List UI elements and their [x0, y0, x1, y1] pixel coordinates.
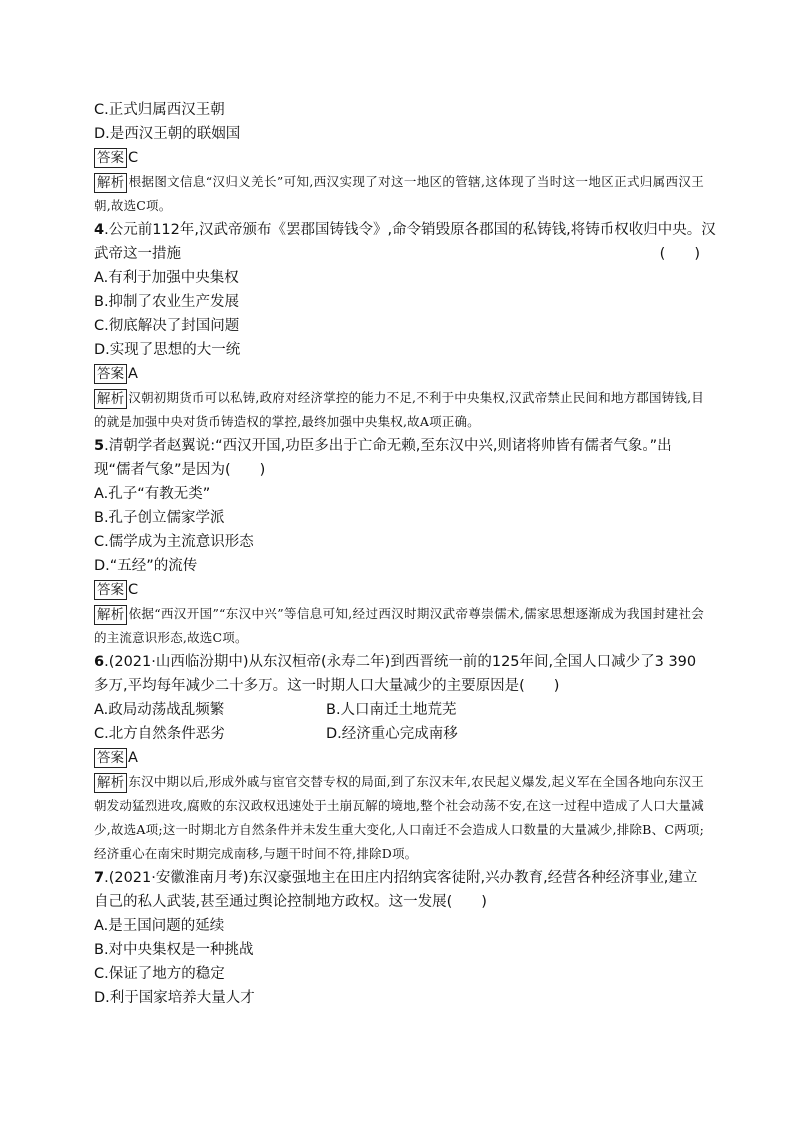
q6-options-row1 [94, 698, 704, 722]
q3-option-c: C.正式归属西汉王朝 [94, 102, 225, 118]
answer-tag: 答案 [94, 148, 127, 168]
q7-option-a: A.是王国问题的延续 [94, 918, 225, 934]
q7-number: 7 [94, 870, 105, 886]
q5-answer-value: C [128, 582, 139, 598]
q5-option-c: C.儒学成为主流意识形态 [94, 534, 254, 550]
q7-option-b: B.对中央集权是一种挑战 [94, 942, 254, 958]
answer-tag: 答案 [94, 364, 127, 384]
q6-answer [94, 746, 704, 770]
q7-stem [94, 866, 704, 914]
q3-explanation-block [94, 170, 704, 218]
q5-stem-text: .清朝学者赵翼说:“西汉开国,功臣多出于亡命无赖,至东汉中兴,则诸将帅皆有儒者气象。”出现“儒者气象”是因为( ) [94, 438, 672, 478]
q4-option-a: A.有利于加强中央集权 [94, 270, 239, 286]
q6-options-row2 [94, 722, 704, 746]
q5-option-b: B.孔子创立儒家学派 [94, 510, 225, 526]
answer-tag: 答案 [94, 748, 127, 768]
explanation-tag: 解析 [94, 773, 127, 793]
q5-stem [94, 434, 704, 482]
q7-option-d: D.利于国家培养大量人才 [94, 990, 255, 1006]
q5-explanation-block [94, 602, 704, 650]
q4-answer-paren: ( ) [659, 246, 700, 262]
q4-stem-text-2: 武帝这一措施 [94, 246, 181, 262]
q4-stem-line2 [94, 242, 704, 266]
q6-answer-value: A [128, 750, 138, 766]
q5-answer [94, 578, 704, 602]
q6-option-c: C.北方自然条件恶劣 [94, 726, 225, 742]
q6-option-a: A.政局动荡战乱频繁 [94, 702, 225, 718]
explanation-tag: 解析 [94, 173, 127, 193]
q3-answer-value: C [128, 150, 139, 166]
q4-explanation: 汉朝初期货币可以私铸,政府对经济掌控的能力不足,不利于中央集权,汉武帝禁止民间和地方郡国铸钱,目的就是加强中央对货币铸造权的掌控,最终加强中央集权,故A项正确。 [94, 390, 704, 429]
q4-option-d: D.实现了思想的大一统 [94, 342, 241, 358]
q4-option-c: C.彻底解决了封国问题 [94, 318, 240, 334]
q4-stem-text: .公元前112年,汉武帝颁布《罢郡国铸钱令》,命令销毁原各郡国的私铸钱,将铸币权收归中央。汉 [104, 222, 716, 238]
q3-explanation: 根据图文信息“汉归义羌长”可知,西汉实现了对这一地区的管辖,这体现了当时这一地区正式归属西汉王朝,故选C项。 [94, 174, 704, 213]
q4-answer-value: A [128, 366, 138, 382]
q3-option-d: D.是西汉王朝的联姻国 [94, 126, 241, 142]
q5-explanation: 依据“西汉开国”“东汉中兴”等信息可知,经过西汉时期汉武帝尊崇儒术,儒家思想逐渐成为我国封建社会的主流意识形态,故选C项。 [94, 606, 704, 645]
q7-option-c: C.保证了地方的稳定 [94, 966, 225, 982]
q6-number: 6 [94, 654, 105, 670]
q4-number: 4 [94, 222, 105, 238]
page-content [94, 98, 716, 1010]
q6-option-b: B.人口南迁土地荒芜 [326, 702, 457, 718]
answer-tag: 答案 [94, 580, 127, 600]
q6-explanation-block [94, 770, 704, 866]
q4-answer [94, 362, 704, 386]
q4-option-b: B.抑制了农业生产发展 [94, 294, 240, 310]
q5-option-d: D.“五经”的流传 [94, 558, 198, 574]
q6-option-d: D.经济重心完成南移 [326, 726, 458, 742]
q7-stem-text: .(2021·安徽淮南月考)东汉豪强地主在田庄内招纳宾客徒附,兴办教育,经营各种经济事业,建立自己的私人武装,甚至通过舆论控制地方政权。这一发展( ) [94, 870, 698, 910]
explanation-tag: 解析 [94, 389, 127, 409]
q6-explanation: 东汉中期以后,形成外戚与宦官交替专权的局面,到了东汉末年,农民起义爆发,起义军在全国各地向东汉王朝发动猛烈进攻,腐败的东汉政权迅速处于土崩瓦解的境地,整个社会动荡不安,在这一过程中造成了人口大量减少,故选A项;这一时期北方自然条件并未发生重大变化,人口南迁不会造成人口数量的大量减少,排除B、C两项;经济重心在南宋时期完成南移,与题干时间不符,排除D项。 [94, 774, 704, 861]
q3-answer [94, 146, 704, 170]
explanation-tag: 解析 [94, 605, 127, 625]
q4-explanation-block [94, 386, 704, 434]
q5-option-a: A.孔子“有教无类” [94, 486, 211, 502]
q5-number: 5 [94, 438, 105, 454]
q4-stem-line1 [94, 218, 716, 242]
q6-stem [94, 650, 704, 698]
q6-stem-text: .(2021·山西临汾期中)从东汉桓帝(永寿二年)到西晋统一前的125年间,全国人口减少了3 390多万,平均每年减少二十多万。这一时期人口大量减少的主要原因是( ) [94, 654, 697, 694]
